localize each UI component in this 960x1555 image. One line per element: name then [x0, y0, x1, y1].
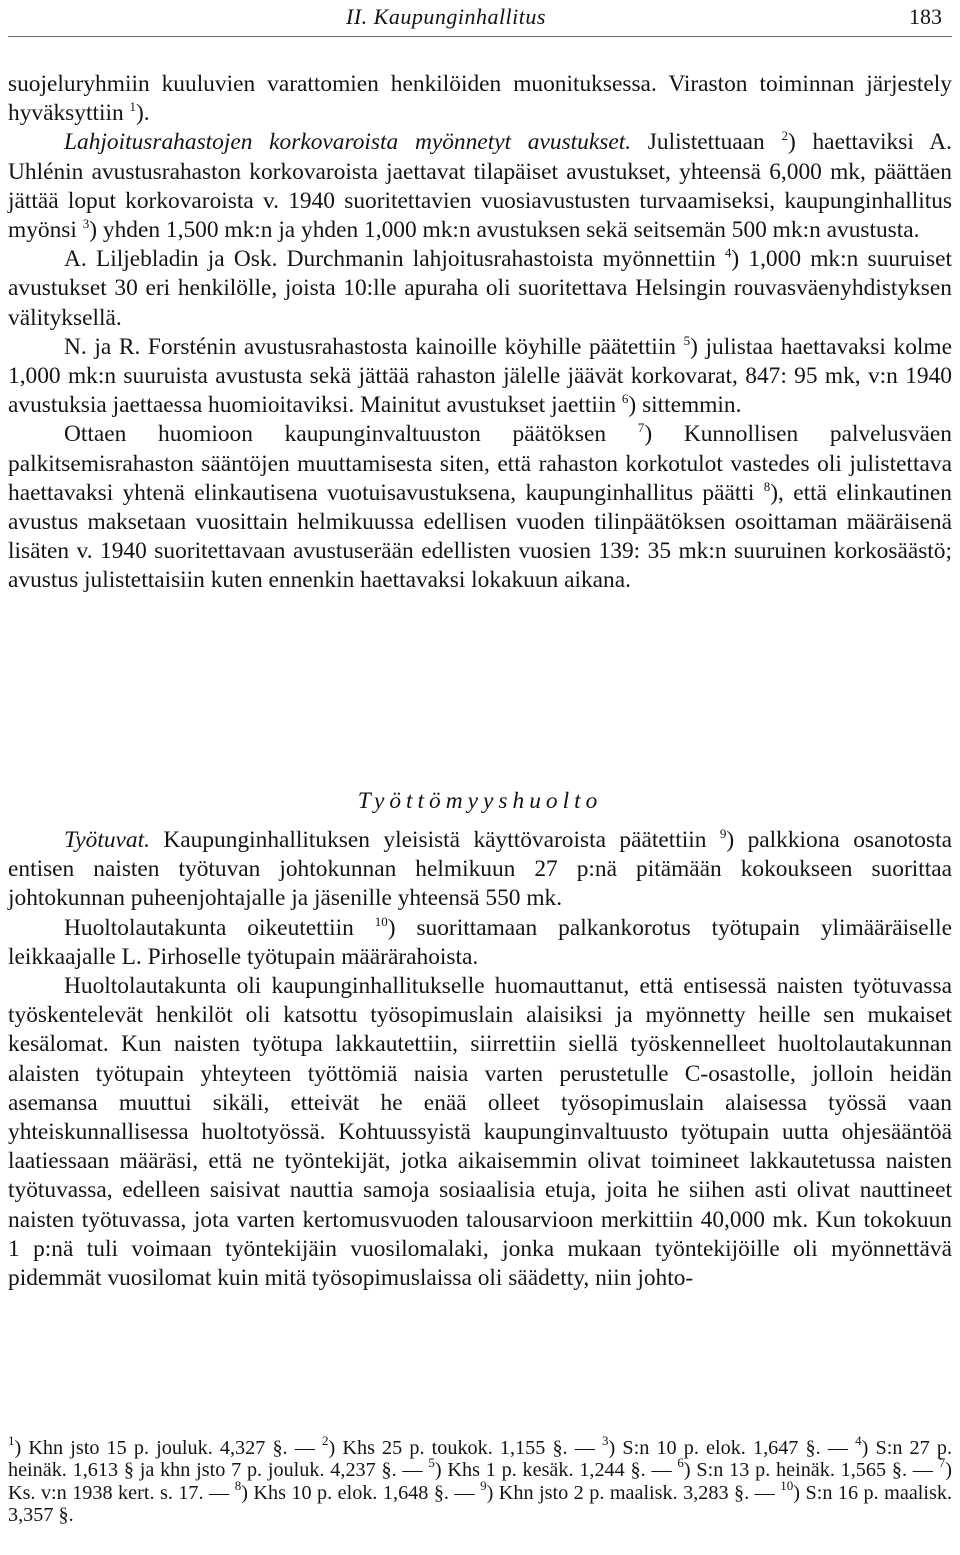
- paragraph: Huoltolautakunta oikeutettiin $^{10}$) suorittamaan palkankorotus työtupain ylimääräiselle leikkaajalle L. Pirhoselle työtupain määrärahoista.: [8, 913, 952, 970]
- page-number: 183: [909, 4, 942, 29]
- header-rule: [8, 36, 952, 37]
- footnote-ref: 6: [621, 391, 629, 407]
- footnotes: [8, 1433, 953, 1527]
- paragraph: N. ja R. Forsténin avustusrahastosta kainoille köyhille päätettiin $^5$) julistaa haettavaksi kolme 1,000 mk:n suuruista avustusta sekä jättää rahaston jälelle jäävät korkovarat, 847: 95 mk, v:n 1940 avustuksia jaettaessa huomioitaviksi. Mainitut avustukset jaettiin $^6$) sittemmin.: [8, 332, 952, 419]
- paragraph-title: Työtuvat.: [64, 827, 150, 853]
- footnote-ref: 7: [637, 420, 645, 436]
- paragraph-title: Lahjoitusrahastojen korkovaroista myönnetyt avustukset.: [64, 129, 632, 156]
- footnote-ref: 3: [82, 216, 90, 232]
- footnote-ref: 4: [724, 245, 732, 261]
- paragraph: Huoltolautakunta oli kaupunginhallitukselle huomauttanut, että entisessä naisten työtuvassa työskentelevät henkilöt oli katsottu työsopimuslain alaisiksi ja myönnetty heille sen mukaiset kesälomat. Kun naisten työtupa lakkautettiin, siirrettiin siellä työskennelleet huoltolautakunnan alaisten työtupain yhteyteen työttömiä naisia varten perustetulle C-osastolle, jolloin heidän asemansa muuttui sikäli, etteivät he enää olleet työsopimuslain alaisessa työssä vaan yhteiskunnallisessa huoltotyössä. Kohtuussyistä kaupunginvaltuusto työtupain uutta ohjesääntöä laatiessaan määräsi, että ne työntekijät, jotka aikaisemmin olivat toimineet lakkautetussa naisten työtuvassa, edelleen saisivat nauttia samoja sosiaalisia etuja, joita he siihen asti olivat nauttineet naisten työtuvassa, jota varten kertomusvuoden talousarvioon merkittiin 40,000 mk. Kun tokokuun 1 p:nä tuli voimaan työntekijäin vuosilomalaki, jonka mukaan työntekijöille oli myönnettävä pidemmät vuosilomat kuin mitä työsopimuslaissa oli säädetty, niin johto-: [8, 973, 952, 1292]
- body-section-2: [8, 826, 952, 1293]
- section-heading: Työttömyyshuolto: [357, 788, 603, 814]
- paragraph: A. Liljebladin ja Osk. Durchmanin lahjoitusrahastoista myönnettiin $^4$) 1,000 mk:n suuruiset avustukset 30 eri henkilölle, joista 10:lle apuraha oli suoritettava Helsingin rouvasväenyhdistyksen välityksellä.: [8, 245, 952, 331]
- footnote-ref: 2: [781, 128, 788, 144]
- footnote-ref: 10: [374, 913, 388, 929]
- body-section-1: [8, 70, 952, 596]
- running-title: II. Kaupunginhallitus: [346, 4, 546, 29]
- footnote-ref: 9: [719, 826, 727, 841]
- paragraph: Lahjoitusrahastojen korkovaroista myönnetyt avustukset. Julistettuaan $^2$) haettaviksi A. Uhlénin avustusrahaston korkovaroista jaettavat tilapäiset avustukset, yhteensä 6,000 mk, päättäen jättää loput korkovaroista v. 1940 suoritettavien vuosiavustusten turvaamiseksi, kaupunginhallitus myönsi $^3$) yhden 1,500 mk:n ja yhden 1,000 mk:n avustuksen sekä seitsemän 500 mk:n avustusta.: [8, 128, 952, 244]
- paragraph: Ottaen huomioon kaupunginvaltuuston päätöksen $^7$) Kunnollisen palvelusväen palkitsemisrahaston sääntöjen muuttamisesta siten, että rahaston korkotulot vastedes oli julistettava haettavaksi yhtenä elinkautisena vuotuisavustuksena, kaupunginhallitus päätti $^8$), että elinkautinen avustus maksetaan vuosittain helmikuussa edellisen vuoden tilinpäätöksen osoittaman määräisenä lisäten v. 1940 suoritettavaan avustuserään edellisten vuosien 139: 35 mk:n suuruinen korkosäästö; avustus julistettaisiin kuten ennenkin haettavaksi lokakuun aikana.: [8, 420, 952, 594]
- footnote-ref: 8: [763, 478, 771, 494]
- footnote-ref: 5: [683, 332, 691, 348]
- footnote-ref: 1: [129, 99, 137, 115]
- footnote-list: $^1$) Khn jsto 15 p. jouluk. 4,327 §. — $^2$) Khs 25 p. toukok. 1,155 §. — $^3$) S:n 10 p. elok. 1,647 §. — $^4$) S:n 27 p. heinäk. 1,613 § ja khn jsto 7 p. jouluk. 4,237 §. — $^5$) Khs 1 p. kesäk. 1,244 §. — $^6$) S:n 13 p. heinäk. 1,565 §. — $^7$) Ks. v:n 1938 kert. s. 17. — $^8$) Khs 10 p. elok. 1,648 §. — $^9$) Khn jsto 2 p. maalisk. 3,283 §. — $^{10}$) S:n 16 p. maalisk. 3,357 §.: [8, 1433, 953, 1527]
- page-header: [8, 2, 952, 32]
- paragraph: suojeluryhmiin kuuluvien varattomien henkilöiden muonituksessa. Viraston toiminnan järjestely hyväksyttiin $^1$).: [8, 71, 952, 127]
- paragraph: Työtuvat. Kaupunginhallituksen yleisistä käyttövaroista päätettiin $^9$) palkkiona osanotosta entisen naisten työtuvan johtokunnan helmikuun 27 p:nä pitämään kokoukseen suorittaa johtokunnan puheenjohtajalle ja jäsenille yhteensä 550 mk.: [8, 826, 952, 912]
